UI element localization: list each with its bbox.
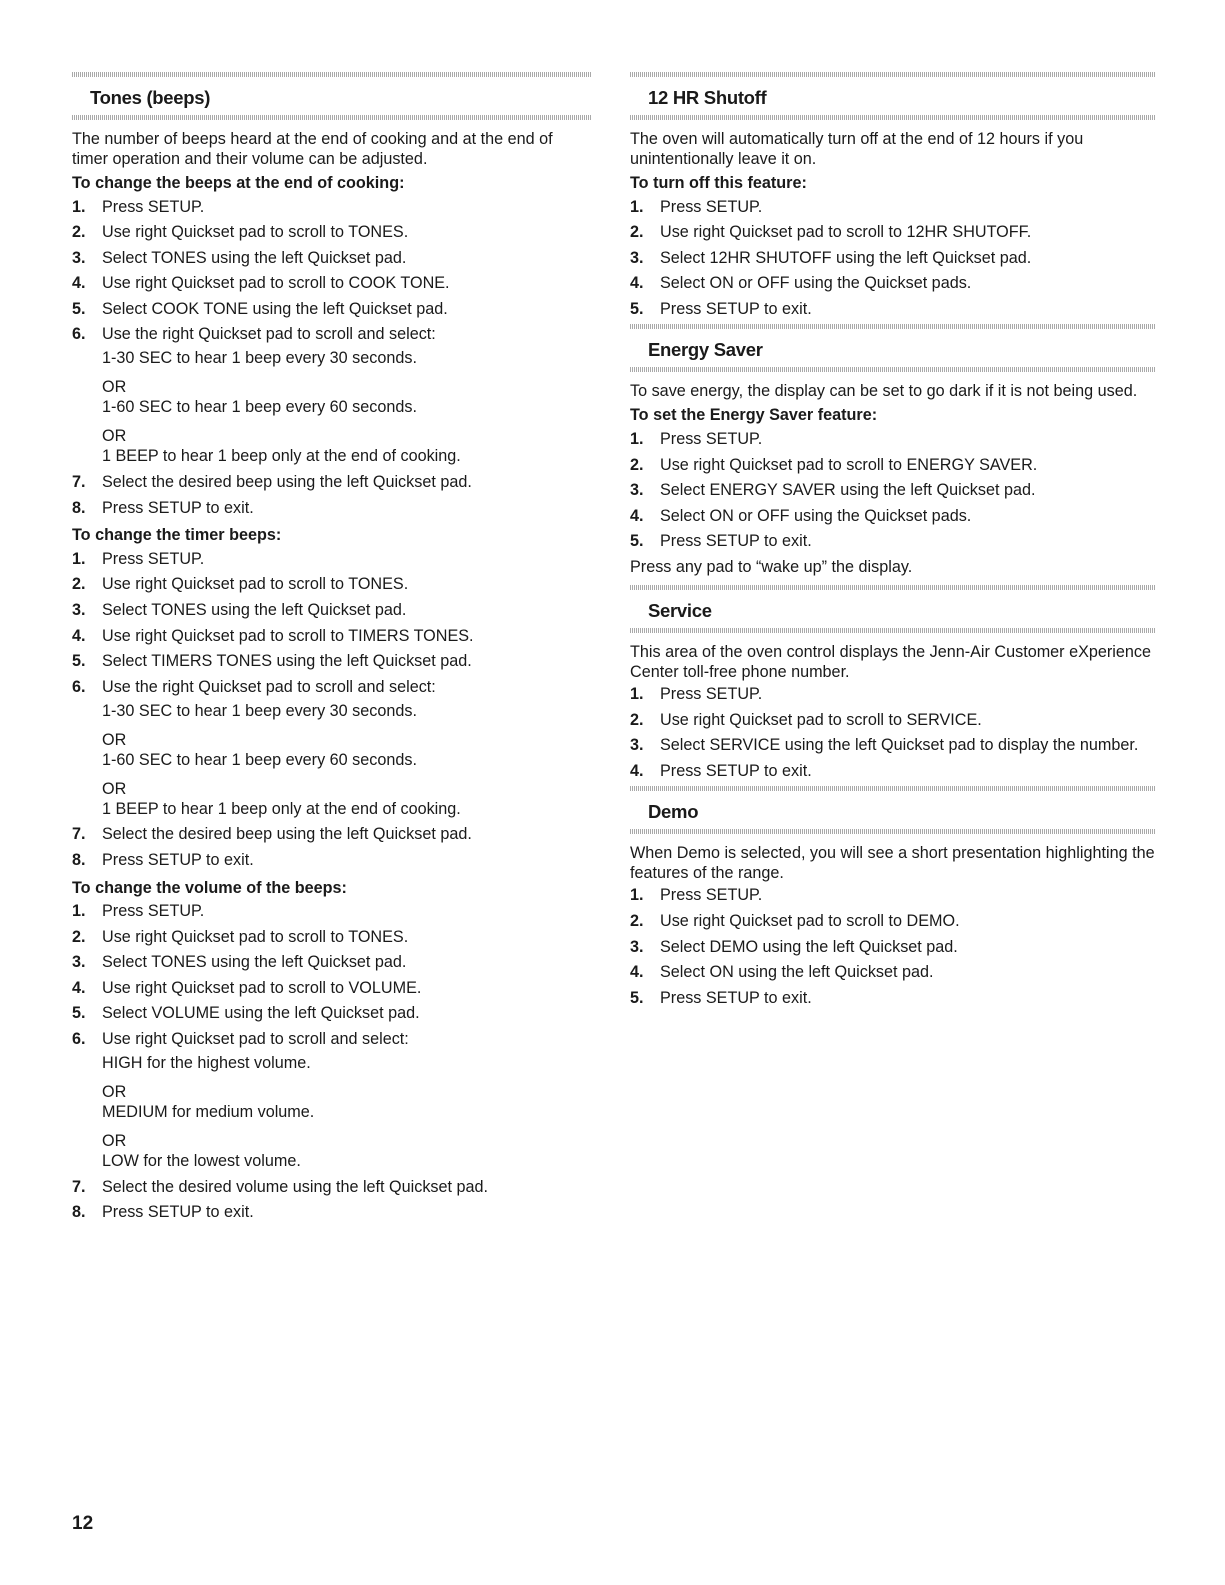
or-label: OR (102, 1082, 127, 1101)
step-text: Select the desired volume using the left Quickset pad. (102, 1177, 489, 1196)
step-text: Use the right Quickset pad to scroll and select: (102, 325, 436, 344)
list-item (630, 197, 1155, 217)
list-item (72, 1202, 592, 1222)
subheading: To change the timer beeps: (72, 526, 282, 545)
option-text: 1-60 SEC to hear 1 beep every 60 seconds. (102, 750, 417, 769)
step-number: 1. (72, 902, 86, 920)
list-item (630, 937, 1155, 957)
divider (630, 324, 1155, 329)
list-item (72, 1029, 592, 1171)
step-number: 5. (630, 532, 644, 551)
list-item (630, 911, 1155, 931)
section-header (630, 72, 1155, 120)
list-item (72, 498, 592, 518)
step-number: 5. (72, 652, 86, 671)
right-column (630, 72, 1155, 1013)
list-item (72, 978, 592, 998)
divider (630, 367, 1155, 372)
list-item (630, 248, 1155, 268)
section-intro: To save energy, the display can be set to go dark if it is not being used. (630, 382, 1138, 401)
step-text: Select TONES using the left Quickset pad. (102, 953, 407, 972)
divider (72, 115, 592, 120)
step-text: Press SETUP to exit. (660, 761, 812, 780)
step-number: 2. (630, 223, 644, 242)
step-list (72, 549, 592, 870)
divider (630, 72, 1155, 77)
step-text: Select VOLUME using the left Quickset pad. (102, 1004, 420, 1023)
step-number: 8. (72, 850, 86, 869)
page-number: 12 (72, 1513, 94, 1534)
step-text: Use right Quickset pad to scroll to 12HR SHUTOFF. (660, 223, 1032, 242)
divider (72, 72, 592, 77)
step-text: Select ON using the left Quickset pad. (660, 963, 934, 982)
section-intro: When Demo is selected, you will see a short presentation highlighting the features of the range. (630, 844, 1155, 883)
step-text: Select ON or OFF using the Quickset pads. (660, 274, 972, 293)
step-text: Use right Quickset pad to scroll to TIMERS TONES. (102, 626, 474, 645)
step-number: 7. (72, 1177, 86, 1196)
step-text: Press SETUP to exit. (660, 988, 812, 1007)
list-item (72, 248, 592, 268)
left-column (72, 72, 592, 1228)
step-list (630, 429, 1155, 551)
step-number: 4. (72, 978, 86, 997)
step-text: Press SETUP. (660, 429, 763, 448)
option-list (102, 701, 592, 819)
list-item (72, 197, 592, 217)
list-item (72, 549, 592, 569)
divider (630, 829, 1155, 834)
step-text: Select TONES using the left Quickset pad. (102, 600, 407, 619)
option-list (102, 1053, 592, 1171)
step-number: 4. (630, 963, 644, 982)
list-item (72, 850, 592, 870)
option-text: LOW for the lowest volume. (102, 1151, 301, 1170)
option-text: 1 BEEP to hear 1 beep only at the end of cooking. (102, 799, 461, 818)
divider (630, 115, 1155, 120)
list-item (630, 299, 1155, 319)
step-text: Select the desired beep using the left Quickset pad. (102, 825, 472, 844)
step-text: Use the right Quickset pad to scroll and select: (102, 677, 436, 696)
list-item (72, 927, 592, 947)
list-item (72, 952, 592, 972)
step-number: 3. (630, 937, 644, 956)
step-number: 5. (630, 299, 644, 318)
option-list (102, 348, 592, 466)
list-item (72, 651, 592, 671)
step-text: Select ON or OFF using the Quickset pads. (660, 506, 972, 525)
step-text: Select 12HR SHUTOFF using the left Quickset pad. (660, 248, 1032, 267)
step-number: 3. (72, 248, 86, 267)
step-text: Use right Quickset pad to scroll to TONES. (102, 223, 409, 242)
list-item (72, 324, 592, 466)
step-text: Select DEMO using the left Quickset pad. (660, 937, 958, 956)
step-number: 2. (72, 223, 86, 242)
divider (630, 628, 1155, 633)
section-header (630, 585, 1155, 633)
step-text: Press SETUP to exit. (660, 532, 812, 551)
step-number: 1. (630, 197, 644, 216)
section-intro: This area of the oven control displays the Jenn-Air Customer eXperience Center toll-free phone number. (630, 642, 1151, 681)
list-item (630, 988, 1155, 1008)
step-number: 4. (72, 626, 86, 645)
step-number: 1. (630, 429, 644, 448)
list-item (72, 222, 592, 242)
step-text: Press SETUP. (660, 684, 763, 703)
step-text: Use right Quickset pad to scroll to VOLUME. (102, 978, 422, 997)
list-item (630, 480, 1155, 500)
step-text: Select TONES using the left Quickset pad. (102, 248, 407, 267)
section-12hr-shutoff (630, 72, 1155, 319)
list-item (630, 531, 1155, 551)
step-number: 2. (630, 911, 644, 930)
step-list (72, 197, 592, 518)
step-text: Press SETUP to exit. (660, 299, 812, 318)
section-header (630, 324, 1155, 372)
section-tones (72, 72, 592, 1222)
or-label: OR (102, 378, 127, 397)
step-number: 3. (72, 600, 86, 619)
divider (630, 786, 1155, 791)
section-title: Energy Saver (648, 339, 763, 361)
step-number: 4. (630, 506, 644, 525)
list-item (72, 626, 592, 646)
step-number: 2. (630, 710, 644, 729)
subheading: To change the beeps at the end of cooking: (72, 174, 405, 192)
subheading: To turn off this feature: (630, 174, 807, 192)
or-label: OR (102, 779, 127, 798)
step-text: Press SETUP. (660, 197, 763, 216)
step-text: Use right Quickset pad to scroll to SERVICE. (660, 710, 982, 729)
section-title: Tones (beeps) (90, 87, 211, 108)
list-item (72, 600, 592, 620)
step-number: 5. (72, 299, 86, 318)
list-item (72, 824, 592, 844)
step-number: 6. (72, 677, 86, 696)
step-number: 8. (72, 1203, 86, 1222)
option-text: 1-60 SEC to hear 1 beep every 60 seconds. (102, 398, 417, 417)
step-text: Press SETUP. (102, 197, 205, 216)
list-item (630, 429, 1155, 449)
step-number: 1. (630, 684, 644, 703)
option-text: 1 BEEP to hear 1 beep only at the end of cooking. (102, 447, 461, 466)
step-number: 1. (630, 886, 644, 905)
subheading: To set the Energy Saver feature: (630, 406, 878, 425)
step-list (630, 885, 1155, 1007)
step-number: 3. (72, 953, 86, 972)
section-energy-saver (630, 324, 1155, 584)
step-number: 4. (630, 274, 644, 293)
step-text: Use right Quickset pad to scroll and select: (102, 1029, 409, 1048)
step-number: 2. (630, 455, 644, 474)
option-text: HIGH for the highest volume. (102, 1053, 311, 1072)
step-number: 4. (630, 761, 644, 780)
step-text: Use right Quickset pad to scroll to COOK TONE. (102, 274, 450, 293)
section-title: 12 HR Shutoff (648, 87, 767, 108)
list-item (630, 455, 1155, 475)
list-item (72, 1003, 592, 1023)
section-intro: The oven will automatically turn off at the end of 12 hours if you unintentionally leave it on. (630, 130, 1084, 168)
list-item (630, 273, 1155, 293)
step-number: 2. (72, 575, 86, 594)
step-number: 3. (630, 481, 644, 500)
step-list (72, 901, 592, 1222)
or-label: OR (102, 427, 127, 446)
step-text: Select ENERGY SAVER using the left Quickset pad. (660, 481, 1036, 500)
or-label: OR (102, 730, 127, 749)
section-title: Demo (648, 801, 699, 823)
list-item (630, 885, 1155, 905)
list-item (630, 710, 1155, 730)
list-item (72, 299, 592, 319)
step-number: 4. (72, 274, 86, 293)
step-text: Press SETUP. (102, 902, 205, 920)
step-number: 1. (72, 549, 86, 568)
section-title: Service (648, 599, 712, 621)
step-number: 2. (72, 927, 86, 946)
list-item (72, 1177, 592, 1197)
step-text: Use right Quickset pad to scroll to TONES. (102, 927, 409, 946)
list-item (72, 273, 592, 293)
step-text: Select the desired beep using the left Quickset pad. (102, 473, 472, 492)
step-text: Select SERVICE using the left Quickset pad to display the number. (660, 736, 1139, 755)
section-note: Press any pad to “wake up” the display. (630, 557, 913, 576)
step-text: Select COOK TONE using the left Quickset pad. (102, 299, 448, 318)
step-number: 5. (72, 1004, 86, 1023)
option-text: 1-30 SEC to hear 1 beep every 30 seconds. (102, 349, 417, 368)
step-text: Select TIMERS TONES using the left Quickset pad. (102, 652, 472, 671)
step-number: 3. (630, 248, 644, 267)
list-item (630, 506, 1155, 526)
section-service (630, 585, 1155, 781)
list-item (72, 677, 592, 819)
step-number: 1. (72, 197, 86, 216)
list-item (630, 962, 1155, 982)
step-list (630, 684, 1155, 781)
section-header (630, 786, 1155, 834)
step-text: Press SETUP to exit. (102, 850, 254, 869)
or-label: OR (102, 1131, 127, 1150)
list-item (72, 901, 592, 921)
step-text: Use right Quickset pad to scroll to DEMO. (660, 911, 960, 930)
list-item (630, 735, 1155, 755)
step-number: 8. (72, 498, 86, 517)
step-number: 6. (72, 325, 86, 344)
section-demo (630, 786, 1155, 1007)
option-text: 1-30 SEC to hear 1 beep every 30 seconds. (102, 701, 417, 720)
step-text: Press SETUP. (660, 886, 763, 905)
step-text: Use right Quickset pad to scroll to ENERGY SAVER. (660, 455, 1038, 474)
step-list (630, 197, 1155, 319)
divider (630, 585, 1155, 590)
section-header (72, 72, 592, 120)
step-number: 7. (72, 473, 86, 492)
option-text: MEDIUM for medium volume. (102, 1102, 315, 1121)
list-item (72, 574, 592, 594)
step-number: 3. (630, 736, 644, 755)
step-number: 7. (72, 825, 86, 844)
list-item (630, 222, 1155, 242)
subheading: To change the volume of the beeps: (72, 878, 347, 897)
step-text: Press SETUP to exit. (102, 498, 254, 517)
list-item (72, 472, 592, 492)
step-number: 6. (72, 1029, 86, 1048)
list-item (630, 684, 1155, 704)
section-intro: The number of beeps heard at the end of cooking and at the end of timer operation and their volume can be adjusted. (72, 130, 553, 168)
step-number: 5. (630, 988, 644, 1007)
step-text: Press SETUP. (102, 549, 205, 568)
step-text: Use right Quickset pad to scroll to TONES. (102, 575, 409, 594)
step-text: Press SETUP to exit. (102, 1203, 254, 1222)
list-item (630, 761, 1155, 781)
